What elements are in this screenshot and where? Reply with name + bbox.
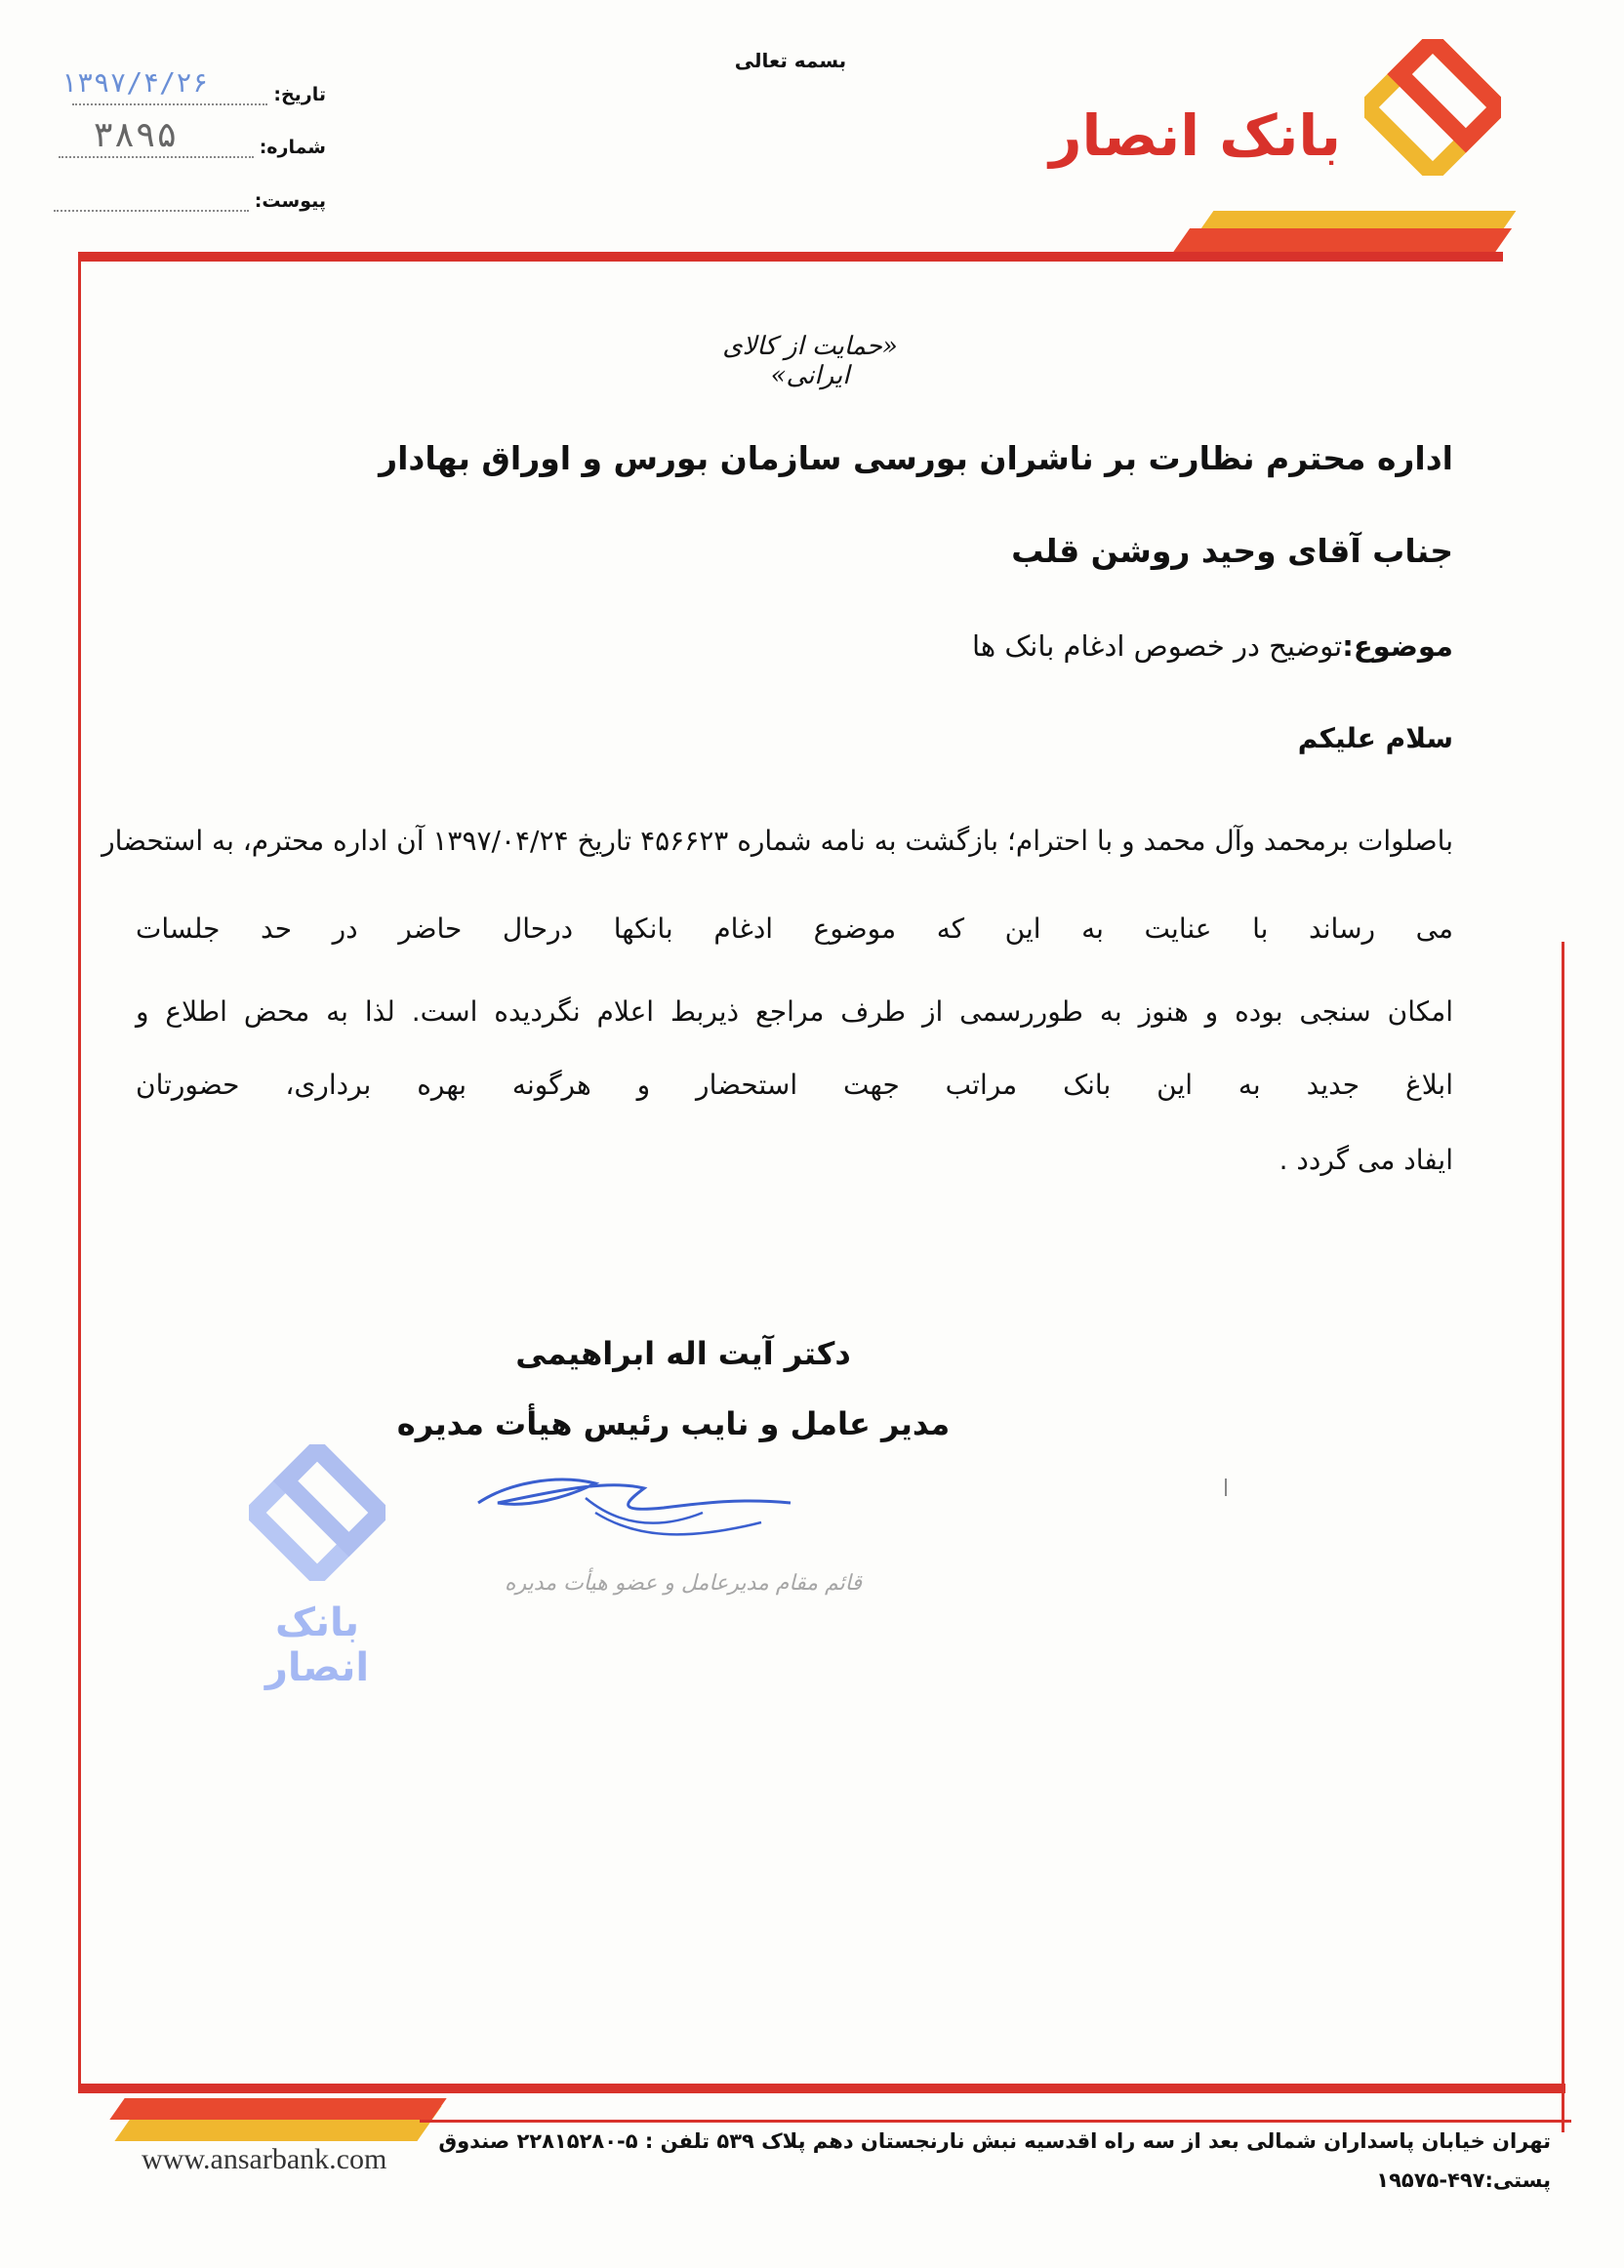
body-line-1: باصلوات برمحمد وآل محمد و با احترام؛ بازگشت به نامه شماره ۴۵۶۶۲۳ تاریخ ۱۳۹۷/۰۴/۲۴ آن اداره محترم، به استحضار xyxy=(102,825,1453,857)
recipient-line-2: جناب آقای وحید روشن قلب xyxy=(1011,532,1453,570)
stray-mark xyxy=(1225,1478,1227,1496)
number-label: شماره: xyxy=(259,137,326,158)
body-line-5: ایفاد می گردد . xyxy=(1279,1144,1453,1176)
recipient-line-1: اداره محترم نظارت بر ناشران بورسی سازمان بورس و اوراق بهادار xyxy=(379,439,1453,477)
body-line-4: ابلاغ جدید به این بانک مراتب جهت استحضار و هرگونه بهره برداری، حضورتان xyxy=(136,1069,1453,1101)
body-line-3: امکان سنجی بوده و هنوز به طوررسمی از طرف مراجع ذیربط اعلام نگردیده است. لذا به محض اطلاع و xyxy=(136,995,1453,1028)
header-stripe-red xyxy=(1172,228,1512,254)
bank-logo-icon xyxy=(1364,39,1501,176)
attachment-row xyxy=(54,190,326,212)
bismillah-heading: بسمه تعالی xyxy=(734,49,847,72)
stamp-bank-name: بانک انصار xyxy=(264,1600,370,1690)
frame-right-line xyxy=(1562,942,1564,2132)
signer-title: مدیر عامل و نایب رئیس هیأت مدیره xyxy=(396,1405,951,1442)
signature-icon xyxy=(468,1454,800,1571)
date-value: ۱۳۹۷/۴/۲۶ xyxy=(61,66,209,99)
bank-name-title: بانک انصار xyxy=(1049,102,1341,169)
body-line-2: می رساند با عنایت به این که موضوع ادغام بانکها درحال حاضر در حد جلسات xyxy=(136,912,1453,945)
attachment-label: پیوست: xyxy=(254,190,326,212)
date-label: تاریخ: xyxy=(273,84,326,105)
stamp-text: قائم مقام مدیرعامل و عضو هیأت مدیره xyxy=(504,1571,863,1596)
footer-stripe-red xyxy=(109,2098,446,2120)
stamp-logo-icon xyxy=(249,1444,386,1581)
footer-address: تهران خیابان پاسداران شمالی بعد از سه راه اقدسیه نبش نارنجستان دهم پلاک ۵۳۹ تلفن : ۵-۲۲۸۱۵۲۸۰ صندوق پستی:۴۹۷-۱۹۵۷۵ xyxy=(438,2129,1551,2192)
footer-website: www.ansarbank.com xyxy=(142,2143,387,2175)
frame-top-line xyxy=(78,252,1503,262)
frame-bottom-line xyxy=(78,2084,1565,2093)
number-value: ۳۸۹۵ xyxy=(93,115,178,155)
greeting: سلام علیکم xyxy=(1297,722,1453,754)
subject-line xyxy=(972,629,1453,663)
signer-name: دکتر آیت اله ابراهیمی xyxy=(515,1335,851,1372)
subject-text: توضیح در خصوص ادغام بانک ها xyxy=(971,629,1343,663)
slogan: «حمایت از کالای ایرانی» xyxy=(722,332,898,390)
subject-label: موضوع: xyxy=(1342,629,1453,663)
attachment-dotted-line xyxy=(54,192,249,212)
frame-left-line xyxy=(78,252,81,2086)
